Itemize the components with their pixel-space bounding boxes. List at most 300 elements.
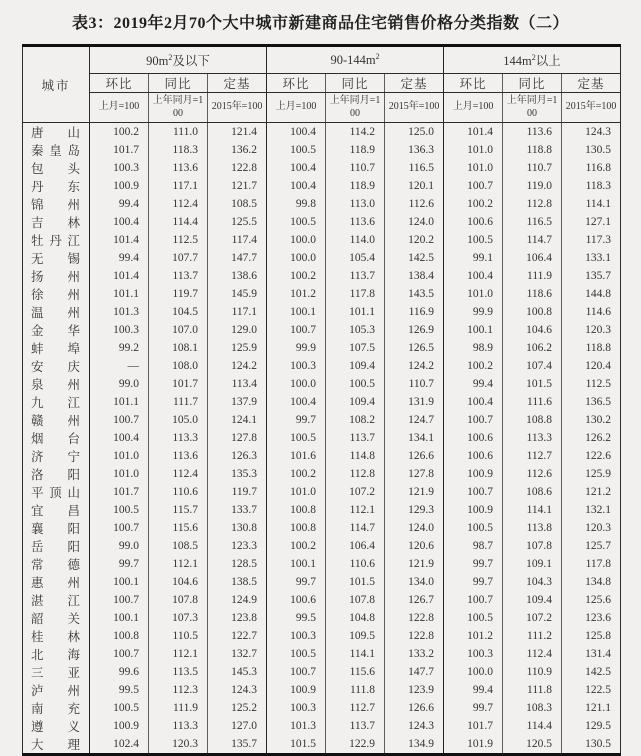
base-header-prev-month: 上月=100 <box>444 93 503 123</box>
table-row <box>23 501 621 519</box>
index-value: 112.1 <box>149 555 208 573</box>
table-row <box>23 465 621 483</box>
index-value: 114.7 <box>503 231 562 249</box>
table-row <box>23 303 621 321</box>
index-value: 147.7 <box>208 249 267 267</box>
index-value: 100.5 <box>444 519 503 537</box>
index-value: 100.0 <box>267 375 326 393</box>
index-value: 113.0 <box>326 195 385 213</box>
index-value: 100.0 <box>267 249 326 267</box>
index-value: 133.7 <box>208 501 267 519</box>
index-value: 100.9 <box>90 177 149 195</box>
index-value: 101.4 <box>90 231 149 249</box>
index-value: 120.6 <box>385 537 444 555</box>
index-value: 108.0 <box>149 357 208 375</box>
index-value: 113.3 <box>503 429 562 447</box>
index-value: 100.5 <box>267 213 326 231</box>
index-value: 101.4 <box>444 123 503 142</box>
index-value: 100.3 <box>267 357 326 375</box>
index-value: 135.7 <box>208 735 267 755</box>
index-value: 100.7 <box>90 411 149 429</box>
index-value: 124.2 <box>208 357 267 375</box>
index-value: 123.9 <box>385 681 444 699</box>
index-value: 112.1 <box>149 645 208 663</box>
city-name: 泸 州 <box>31 684 80 698</box>
index-value: 132.1 <box>562 501 621 519</box>
index-value: 104.5 <box>149 303 208 321</box>
header-sub-row <box>23 74 621 93</box>
index-value: 99.0 <box>90 537 149 555</box>
index-value: 101.1 <box>90 393 149 411</box>
city-name: 常 德 <box>31 558 80 572</box>
index-value: 104.8 <box>326 609 385 627</box>
index-value: 121.9 <box>385 483 444 501</box>
index-value: 112.4 <box>149 195 208 213</box>
table-row <box>23 249 621 267</box>
index-value: 100.8 <box>267 519 326 537</box>
city-name: 桂 林 <box>31 630 80 644</box>
index-value: 107.2 <box>503 609 562 627</box>
index-value: 134.0 <box>385 573 444 591</box>
index-value: 100.4 <box>267 393 326 411</box>
index-value: 101.1 <box>90 285 149 303</box>
index-value: — <box>90 357 149 375</box>
index-value: 119.7 <box>208 483 267 501</box>
index-value: 125.6 <box>562 591 621 609</box>
index-value: 100.2 <box>267 537 326 555</box>
index-value: 100.1 <box>90 573 149 591</box>
city-name: 包 头 <box>31 162 80 176</box>
index-value: 111.8 <box>503 681 562 699</box>
index-value: 113.3 <box>149 429 208 447</box>
index-value: 114.7 <box>326 519 385 537</box>
index-value: 99.7 <box>444 573 503 591</box>
city-name: 遵 义 <box>31 720 80 734</box>
index-value: 131.9 <box>385 393 444 411</box>
index-value: 114.1 <box>503 501 562 519</box>
city-name: 秦 皇 岛 <box>31 144 80 158</box>
index-value: 111.0 <box>149 123 208 142</box>
sub-header-mom: 环比 <box>90 74 149 93</box>
index-value: 118.6 <box>503 285 562 303</box>
index-value: 127.8 <box>385 465 444 483</box>
index-value: 133.2 <box>385 645 444 663</box>
city-name: 南 充 <box>31 702 80 716</box>
index-value: 100.5 <box>326 375 385 393</box>
index-value: 107.5 <box>326 339 385 357</box>
table-row <box>23 663 621 681</box>
index-value: 99.2 <box>90 339 149 357</box>
index-value: 100.2 <box>90 123 149 142</box>
index-value: 100.4 <box>267 177 326 195</box>
index-value: 107.4 <box>503 357 562 375</box>
index-value: 108.3 <box>503 699 562 717</box>
index-value: 117.1 <box>208 303 267 321</box>
index-value: 116.5 <box>503 213 562 231</box>
index-value: 99.4 <box>90 249 149 267</box>
base-header-2015: 2015年=100 <box>208 93 267 123</box>
city-name: 襄 阳 <box>31 522 80 536</box>
city-name: 吉 林 <box>31 216 80 230</box>
index-value: 99.7 <box>267 411 326 429</box>
city-name: 惠 州 <box>31 576 80 590</box>
index-value: 118.8 <box>503 141 562 159</box>
city-name: 安 庆 <box>31 360 80 374</box>
index-value: 101.0 <box>90 465 149 483</box>
index-value: 104.3 <box>503 573 562 591</box>
index-value: 142.5 <box>385 249 444 267</box>
city-name: 扬 州 <box>31 270 80 284</box>
index-value: 114.0 <box>326 231 385 249</box>
table-row <box>23 177 621 195</box>
index-value: 111.9 <box>149 699 208 717</box>
index-value: 107.8 <box>326 591 385 609</box>
table-row <box>23 735 621 755</box>
index-value: 128.5 <box>208 555 267 573</box>
index-value: 100.5 <box>267 645 326 663</box>
index-value: 100.4 <box>444 267 503 285</box>
index-value: 122.8 <box>208 159 267 177</box>
index-value: 122.7 <box>208 627 267 645</box>
index-value: 122.6 <box>562 447 621 465</box>
index-value: 100.7 <box>90 519 149 537</box>
index-value: 101.2 <box>444 627 503 645</box>
index-value: 100.3 <box>267 699 326 717</box>
index-value: 118.9 <box>326 141 385 159</box>
index-value: 147.7 <box>385 663 444 681</box>
index-value: 111.8 <box>326 681 385 699</box>
index-value: 99.5 <box>90 681 149 699</box>
table-row <box>23 429 621 447</box>
sub-header-mom: 环比 <box>444 74 503 93</box>
index-value: 108.5 <box>149 537 208 555</box>
index-value: 100.6 <box>444 429 503 447</box>
index-value: 136.3 <box>385 141 444 159</box>
index-value: 117.3 <box>562 231 621 249</box>
index-value: 101.4 <box>90 267 149 285</box>
index-value: 110.5 <box>149 627 208 645</box>
index-value: 125.5 <box>208 213 267 231</box>
index-value: 100.9 <box>444 465 503 483</box>
index-value: 113.5 <box>149 663 208 681</box>
index-value: 100.7 <box>267 663 326 681</box>
group-header-144-and-above: $144m^2$以上 <box>444 46 621 74</box>
index-value: 122.9 <box>326 735 385 755</box>
group-header-90-144: $90-144m^2$ <box>267 46 444 74</box>
index-value: 131.4 <box>562 645 621 663</box>
index-value: 107.2 <box>326 483 385 501</box>
index-value: 101.7 <box>90 483 149 501</box>
city-name: 无 锡 <box>31 252 80 266</box>
index-value: 100.3 <box>267 627 326 645</box>
table-row <box>23 213 621 231</box>
city-name: 北 海 <box>31 648 80 662</box>
index-value: 113.7 <box>326 267 385 285</box>
index-value: 112.5 <box>562 375 621 393</box>
index-value: 101.7 <box>444 717 503 735</box>
index-value: 133.1 <box>562 249 621 267</box>
index-value: 114.4 <box>149 213 208 231</box>
index-value: 110.6 <box>149 483 208 501</box>
index-value: 101.2 <box>267 285 326 303</box>
table-row <box>23 645 621 663</box>
city-column-header: 城市 <box>23 46 90 123</box>
index-value: 100.1 <box>444 321 503 339</box>
index-value: 99.0 <box>90 375 149 393</box>
index-value: 114.8 <box>326 447 385 465</box>
city-name: 宜 昌 <box>31 504 80 518</box>
index-value: 122.8 <box>385 609 444 627</box>
table-row <box>23 609 621 627</box>
index-value: 116.5 <box>385 159 444 177</box>
index-value: 126.7 <box>385 591 444 609</box>
index-value: 121.1 <box>562 699 621 717</box>
index-value: 112.1 <box>326 501 385 519</box>
index-value: 110.7 <box>326 159 385 177</box>
index-value: 100.2 <box>267 267 326 285</box>
index-value: 142.5 <box>562 663 621 681</box>
index-value: 110.9 <box>503 663 562 681</box>
index-value: 118.8 <box>562 339 621 357</box>
index-value: 124.2 <box>385 357 444 375</box>
index-value: 99.5 <box>267 609 326 627</box>
city-name: 徐 州 <box>31 288 80 302</box>
index-value: 99.7 <box>444 555 503 573</box>
index-value: 101.0 <box>444 285 503 303</box>
index-value: 100.1 <box>90 609 149 627</box>
index-value: 125.0 <box>385 123 444 142</box>
index-value: 110.7 <box>385 375 444 393</box>
index-value: 101.0 <box>444 141 503 159</box>
index-value: 118.9 <box>326 177 385 195</box>
index-value: 109.1 <box>503 555 562 573</box>
index-value: 132.7 <box>208 645 267 663</box>
index-value: 115.7 <box>149 501 208 519</box>
city-name: 大 理 <box>31 738 80 752</box>
table-row <box>23 627 621 645</box>
index-value: 101.1 <box>326 303 385 321</box>
index-value: 100.5 <box>267 429 326 447</box>
index-value: 124.3 <box>562 123 621 142</box>
index-value: 117.4 <box>208 231 267 249</box>
index-value: 113.7 <box>149 267 208 285</box>
table-row <box>23 339 621 357</box>
index-value: 124.7 <box>385 411 444 429</box>
index-value: 114.4 <box>503 717 562 735</box>
index-value: 114.1 <box>326 645 385 663</box>
index-value: 99.9 <box>267 339 326 357</box>
index-value: 108.1 <box>149 339 208 357</box>
index-value: 107.3 <box>149 609 208 627</box>
city-name: 韶 关 <box>31 612 80 626</box>
city-name: 湛 江 <box>31 594 80 608</box>
index-value: 123.6 <box>562 609 621 627</box>
index-value: 120.3 <box>562 519 621 537</box>
index-value: 112.7 <box>503 447 562 465</box>
index-value: 98.9 <box>444 339 503 357</box>
index-value: 112.6 <box>385 195 444 213</box>
index-value: 110.7 <box>503 159 562 177</box>
index-value: 100.7 <box>444 483 503 501</box>
index-value: 100.4 <box>444 393 503 411</box>
city-name: 锦 州 <box>31 198 80 212</box>
index-value: 112.3 <box>149 681 208 699</box>
index-value: 130.5 <box>562 141 621 159</box>
index-value: 112.5 <box>149 231 208 249</box>
city-name: 济 宁 <box>31 450 80 464</box>
table-row <box>23 123 621 142</box>
index-value: 99.9 <box>444 303 503 321</box>
index-value: 100.3 <box>444 645 503 663</box>
table-row <box>23 195 621 213</box>
index-value: 107.7 <box>149 249 208 267</box>
base-header-same-month-last-year: 上年同月=100 <box>326 93 385 123</box>
index-value: 121.2 <box>562 483 621 501</box>
index-value: 125.9 <box>562 465 621 483</box>
index-value: 127.0 <box>208 717 267 735</box>
city-name: 金 华 <box>31 324 80 338</box>
index-value: 114.2 <box>326 123 385 142</box>
index-value: 120.1 <box>385 177 444 195</box>
index-value: 134.9 <box>385 735 444 755</box>
base-header-same-month-last-year: 上年同月=100 <box>503 93 562 123</box>
table-row <box>23 717 621 735</box>
index-value: 120.2 <box>385 231 444 249</box>
index-value: 104.6 <box>503 321 562 339</box>
index-value: 125.9 <box>208 339 267 357</box>
sub-header-fixed-base: 定基 <box>385 74 444 93</box>
index-value: 100.2 <box>444 357 503 375</box>
index-value: 121.7 <box>208 177 267 195</box>
index-value: 126.6 <box>385 447 444 465</box>
index-value: 117.8 <box>326 285 385 303</box>
index-value: 106.2 <box>503 339 562 357</box>
index-value: 119.0 <box>503 177 562 195</box>
index-value: 113.7 <box>326 429 385 447</box>
index-value: 100.6 <box>444 447 503 465</box>
index-value: 124.3 <box>208 681 267 699</box>
index-value: 130.5 <box>562 735 621 755</box>
index-value: 104.6 <box>149 573 208 591</box>
index-value: 120.5 <box>503 735 562 755</box>
index-value: 130.2 <box>562 411 621 429</box>
index-value: 100.4 <box>90 213 149 231</box>
table-row <box>23 141 621 159</box>
index-value: 100.1 <box>267 555 326 573</box>
index-value: 101.3 <box>90 303 149 321</box>
table-header <box>23 46 621 123</box>
index-value: 112.4 <box>149 465 208 483</box>
index-value: 127.1 <box>562 213 621 231</box>
index-value: 118.3 <box>149 141 208 159</box>
index-value: 126.9 <box>385 321 444 339</box>
index-value: 99.7 <box>267 573 326 591</box>
index-value: 129.3 <box>385 501 444 519</box>
table-row <box>23 681 621 699</box>
sub-header-fixed-base: 定基 <box>208 74 267 93</box>
table-body <box>23 123 621 755</box>
city-name: 烟 台 <box>31 432 80 446</box>
index-value: 100.9 <box>267 681 326 699</box>
index-value: 108.6 <box>503 483 562 501</box>
index-value: 98.7 <box>444 537 503 555</box>
index-value: 138.6 <box>208 267 267 285</box>
table-row <box>23 591 621 609</box>
index-value: 107.8 <box>149 591 208 609</box>
city-name: 九 江 <box>31 396 80 410</box>
index-value: 100.2 <box>267 465 326 483</box>
index-value: 124.0 <box>385 213 444 231</box>
index-value: 99.7 <box>444 699 503 717</box>
city-name: 岳 阳 <box>31 540 80 554</box>
index-value: 100.0 <box>444 663 503 681</box>
index-value: 118.3 <box>562 177 621 195</box>
index-value: 100.1 <box>267 303 326 321</box>
index-value: 125.8 <box>562 627 621 645</box>
base-header-2015: 2015年=100 <box>385 93 444 123</box>
index-value: 112.8 <box>326 465 385 483</box>
index-value: 113.6 <box>149 159 208 177</box>
index-value: 135.7 <box>562 267 621 285</box>
index-value: 111.7 <box>149 393 208 411</box>
table-row <box>23 483 621 501</box>
index-value: 126.6 <box>385 699 444 717</box>
index-value: 120.3 <box>149 735 208 755</box>
index-value: 126.3 <box>208 447 267 465</box>
index-value: 99.4 <box>444 375 503 393</box>
table-row <box>23 537 621 555</box>
sub-header-yoy: 同比 <box>326 74 385 93</box>
group-header-90-and-below: $90m^2$及以下 <box>90 46 267 74</box>
index-value: 100.8 <box>90 627 149 645</box>
sub-header-fixed-base: 定基 <box>562 74 621 93</box>
index-value: 105.3 <box>326 321 385 339</box>
index-value: 134.1 <box>385 429 444 447</box>
index-value: 145.3 <box>208 663 267 681</box>
index-value: 101.0 <box>90 447 149 465</box>
index-value: 102.4 <box>90 735 149 755</box>
index-value: 101.0 <box>444 159 503 177</box>
index-value: 101.5 <box>503 375 562 393</box>
index-value: 117.8 <box>562 555 621 573</box>
index-value: 100.5 <box>444 231 503 249</box>
index-value: 108.8 <box>503 411 562 429</box>
index-value: 113.3 <box>149 717 208 735</box>
city-name: 蚌 埠 <box>31 342 80 356</box>
index-value: 106.4 <box>503 249 562 267</box>
index-value: 125.2 <box>208 699 267 717</box>
index-value: 112.8 <box>503 195 562 213</box>
index-value: 125.7 <box>562 537 621 555</box>
index-value: 100.9 <box>90 717 149 735</box>
index-value: 112.4 <box>503 645 562 663</box>
index-value: 124.9 <box>208 591 267 609</box>
sub-header-yoy: 同比 <box>149 74 208 93</box>
index-value: 100.4 <box>267 123 326 142</box>
index-value: 101.0 <box>267 483 326 501</box>
table-row <box>23 411 621 429</box>
index-value: 100.7 <box>444 591 503 609</box>
index-value: 109.4 <box>503 591 562 609</box>
index-value: 100.5 <box>90 501 149 519</box>
index-value: 100.9 <box>444 501 503 519</box>
index-value: 124.3 <box>385 717 444 735</box>
index-value: 115.6 <box>326 663 385 681</box>
sub-header-mom: 环比 <box>267 74 326 93</box>
sub-header-yoy: 同比 <box>503 74 562 93</box>
index-value: 100.7 <box>90 591 149 609</box>
page-title: 表3：2019年2月70个大中城市新建商品住宅销售价格分类指数（二） <box>71 15 569 32</box>
